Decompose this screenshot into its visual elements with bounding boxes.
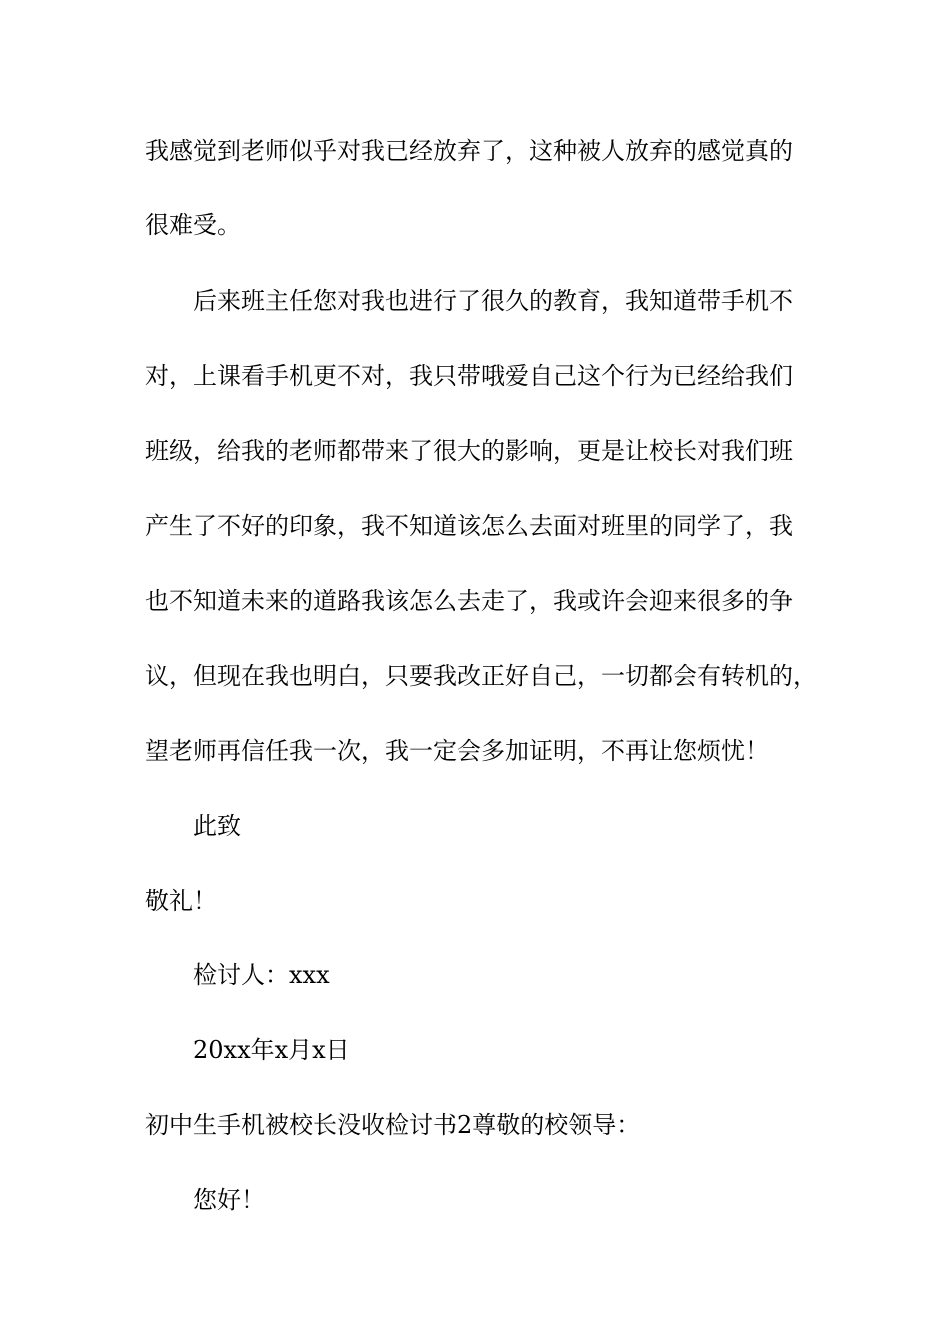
text-line-5: 班级，给我的老师都带来了很大的影响，更是让校长对我们班 xyxy=(145,437,793,465)
text-line-9: 望老师再信任我一次，我一定会多加证明，不再让您烦忧！ xyxy=(145,737,769,765)
greeting: 您好！ xyxy=(193,1186,265,1214)
text-line-8: 议，但现在我也明白，只要我改正好自己，一切都会有转机的， xyxy=(145,662,817,690)
signature-date: 20xx年x月x日 xyxy=(193,1036,350,1064)
signature-author: 检讨人：xxx xyxy=(193,961,330,989)
text-line-7: 也不知道未来的道路我该怎么去走了，我或许会迎来很多的争 xyxy=(145,587,793,615)
text-line-6: 产生了不好的印象，我不知道该怎么去面对班里的同学了，我 xyxy=(145,512,793,540)
text-line-1: 我感觉到老师似乎对我已经放弃了，这种被人放弃的感觉真的 xyxy=(145,137,793,165)
closing-regards: 敬礼！ xyxy=(145,887,217,915)
closing-salutation: 此致 xyxy=(193,812,241,840)
section-heading: 初中生手机被校长没收检讨书2尊敬的校领导： xyxy=(145,1111,641,1139)
text-line-4: 对，上课看手机更不对，我只带哦爱自己这个行为已经给我们 xyxy=(145,362,793,390)
text-line-2: 很难受。 xyxy=(145,211,241,239)
paragraph-start: 后来班主任您对我也进行了很久的教育，我知道带手机不 xyxy=(193,287,793,315)
